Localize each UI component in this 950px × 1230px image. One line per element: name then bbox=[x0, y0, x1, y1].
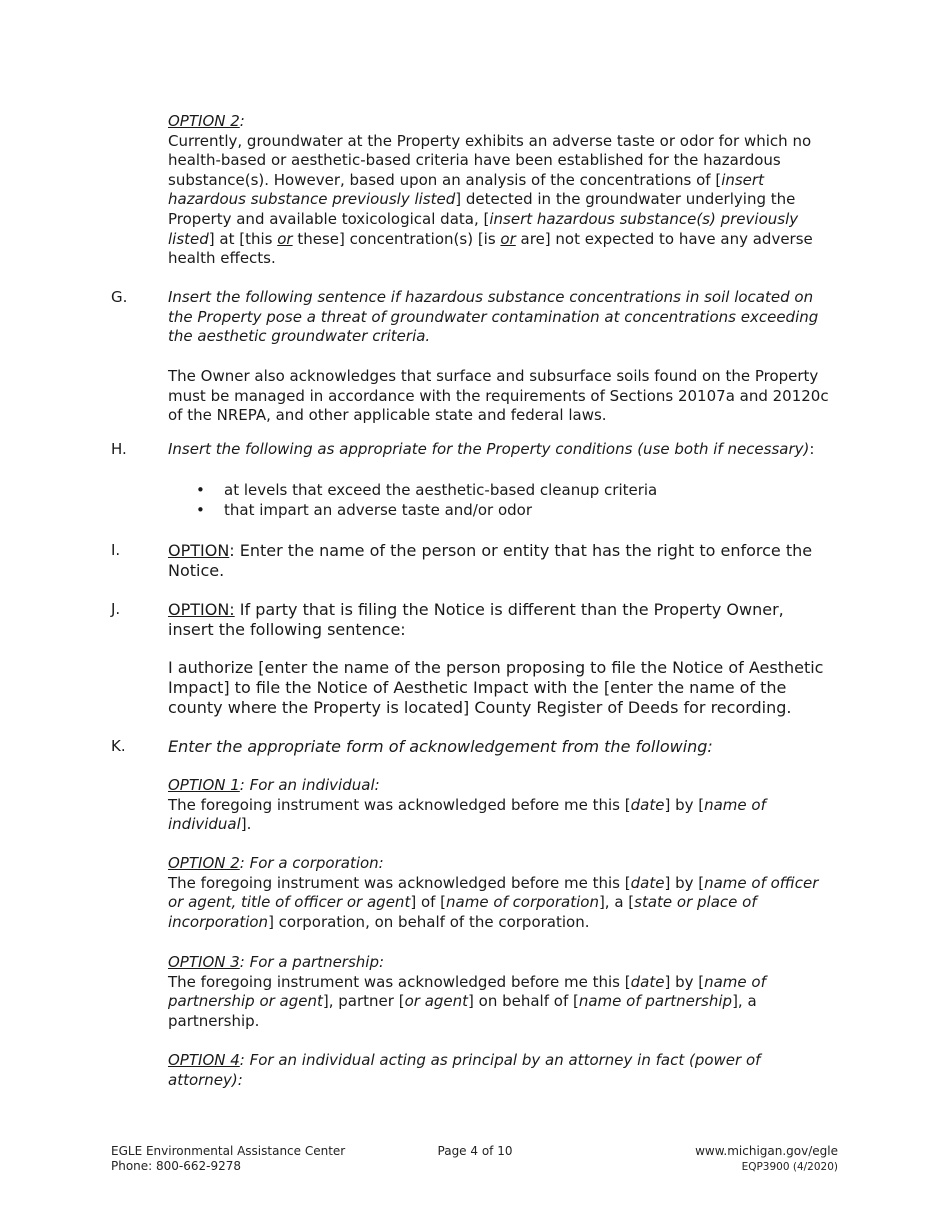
footer-phone: Phone: 800-662-9278 bbox=[111, 1159, 242, 1173]
section-i-text: OPTION: Enter the name of the person or entity that has the right to enforce the Notice. bbox=[168, 541, 813, 580]
section-k-instruction: Enter the appropriate form of acknowledgement from the following: bbox=[168, 737, 713, 756]
footer-form-number: EQP3900 (4/2020) bbox=[741, 1161, 838, 1173]
footer-page-number: Page 4 of 10 bbox=[437, 1144, 513, 1158]
section-k-option2: OPTION 2: For a corporation: The foregoing instrument was acknowledged before me this [date] by [name of officer or agent, title of officer or agent] of [name of corporation], a [state or place of incorporation] corporation, on behalf of the corporation. bbox=[168, 854, 819, 931]
section-j-authorize-text: I authorize [enter the name of the person proposing to file the Notice of Aesthetic Impact] to file the Notice of Aesthetic Impact with the [enter the name of the county where the Property is located] County Register of Deeds for recording. bbox=[168, 658, 824, 717]
section-k-option1: OPTION 1: For an individual: The foregoing instrument was acknowledged before me this [date] by [name of individual]. bbox=[168, 776, 766, 834]
section-g-text: The Owner also acknowledges that surface and subsurface soils found on the Property must be managed in accordance with the requirements of Sections 20107a and 20120c of the NREPA, and other applicable state and federal laws. bbox=[168, 367, 829, 425]
list-item: • that impart an adverse taste and/or odor bbox=[168, 500, 808, 520]
section-f-option2: OPTION 2: Currently, groundwater at the Property exhibits an adverse taste or odor for which no health-based or aesthetic-based criteria have been established for the hazardous substance(s). However, based upon an analysis of the concentrations of [insert hazardous substance previously listed] detected in the groundwater underlying the Property and available toxicological data, [insert hazardous substance(s) previously listed] at [this or these] concentration(s) [is or are] not expected to have any adverse health effects. bbox=[168, 112, 813, 268]
list-item: • at levels that exceed the aesthetic-based cleanup criteria bbox=[168, 480, 808, 500]
section-k-label: K. bbox=[111, 737, 126, 755]
section-k-option3: OPTION 3: For a partnership: The foregoing instrument was acknowledged before me this [date] by [name of partnership or agent], partner [or agent] on behalf of [name of partnership], a partnership. bbox=[168, 953, 766, 1030]
section-g-instruction: Insert the following sentence if hazardous substance concentrations in soil located on the Property pose a threat of groundwater contamination at concentrations exceeding the aesthetic groundwater criteria. bbox=[168, 288, 819, 346]
section-i-label: I. bbox=[111, 541, 121, 559]
section-g-label: G. bbox=[111, 288, 128, 306]
option2-heading: OPTION 2 bbox=[168, 112, 240, 130]
footer-url-link[interactable]: www.michigan.gov/egle bbox=[695, 1144, 838, 1158]
section-j-label: J. bbox=[111, 600, 121, 618]
section-k-option4: OPTION 4: For an individual acting as principal by an attorney in fact (power of attorney): bbox=[168, 1051, 761, 1089]
section-j-text: OPTION: If party that is filing the Notice is different than the Property Owner, insert the following sentence: bbox=[168, 600, 784, 639]
section-h-label: H. bbox=[111, 440, 127, 458]
section-h-instruction: Insert the following as appropriate for the Property conditions (use both if necessary): bbox=[168, 440, 815, 458]
section-h-bullet-list bbox=[168, 480, 808, 520]
footer-org: EGLE Environmental Assistance Center bbox=[111, 1144, 346, 1158]
